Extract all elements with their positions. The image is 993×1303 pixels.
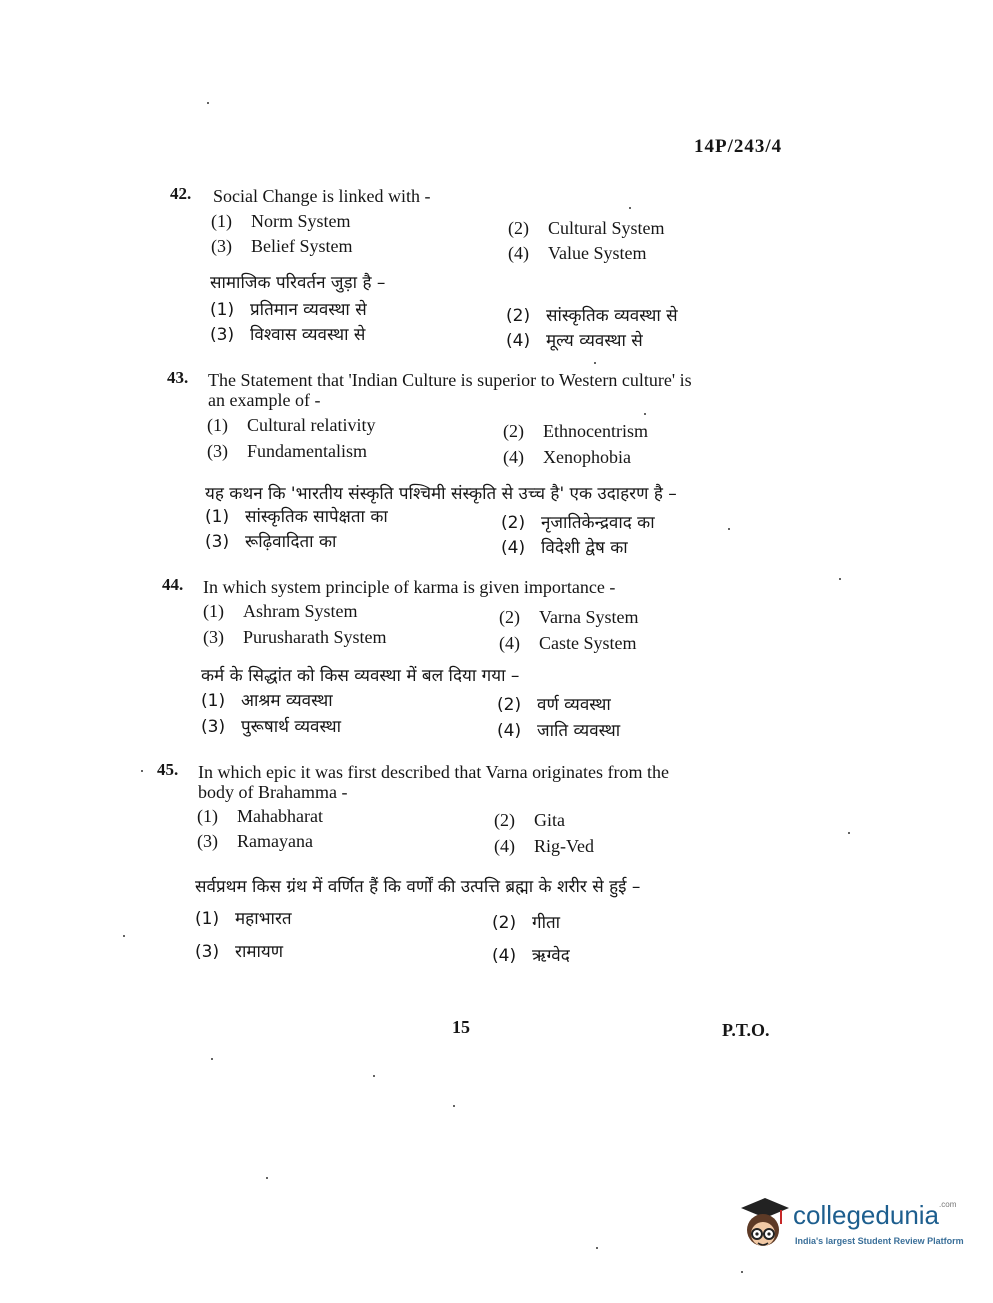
option-1-hi: (1) सांस्कृतिक सापेक्षता का: [205, 507, 388, 527]
mascot-icon: [735, 1196, 791, 1256]
option-4-en: (4) Caste System: [499, 633, 637, 653]
option-4-en: (4) Xenophobia: [503, 447, 631, 467]
option-2-hi: (2) सांस्कृतिक व्यवस्था से: [506, 306, 678, 326]
option-4-hi: (4) ऋग्वेद: [492, 946, 570, 966]
option-1-hi: (1) प्रतिमान व्यवस्था से: [210, 300, 367, 320]
option-2-hi: (2) नृजातिकेन्द्रवाद का: [501, 513, 655, 533]
option-2-hi: (2) वर्ण व्यवस्था: [497, 695, 611, 715]
option-4-hi: (4) जाति व्यवस्था: [497, 721, 621, 741]
question-text-hi: कर्म के सिद्धांत को किस व्यवस्था में बल दिया गया –: [201, 666, 520, 686]
pto-label: P.T.O.: [722, 1020, 770, 1040]
logo-tagline: India's largest Student Review Platform: [795, 1236, 964, 1246]
question-number: 42.: [170, 184, 192, 203]
option-1-hi: (1) आश्रम व्यवस्था: [201, 691, 333, 711]
question-text-hi: यह कथन कि 'भारतीय संस्कृति पश्चिमी संस्कृति से उच्च है' एक उदाहरण है –: [205, 484, 677, 504]
option-2-en: (2) Cultural System: [508, 218, 665, 238]
question-number: 45.: [157, 760, 179, 779]
option-4-hi: (4) मूल्य व्यवस्था से: [506, 331, 643, 351]
question-text-hi: सर्वप्रथम किस ग्रंथ में वर्णित हैं कि वर्णों की उत्पत्ति ब्रह्मा के शरीर से हुई –: [195, 877, 641, 897]
question-text-en-line1: In which epic it was first described that Varna originates from the: [198, 762, 670, 782]
option-1-hi: (1) महाभारत: [195, 909, 292, 929]
option-2-en: (2) Varna System: [499, 607, 639, 627]
collegedunia-logo[interactable]: [735, 1196, 965, 1258]
question-text-en-line2: body of Brahamma -: [198, 782, 348, 802]
paper-code: 14P/243/4: [694, 136, 783, 157]
option-2-en: (2) Gita: [494, 810, 565, 830]
option-4-en: (4) Rig-Ved: [494, 836, 594, 856]
logo-wordmark: collegedunia$^{.com}$: [793, 1200, 957, 1230]
page-number: 15: [452, 1017, 470, 1037]
option-1-en: (1) Ashram System: [203, 601, 358, 621]
option-1-en: (1) Mahabharat: [197, 806, 323, 826]
option-2-en: (2) Ethnocentrism: [503, 421, 648, 441]
option-3-en: (3) Ramayana: [197, 831, 313, 851]
option-1-en: (1) Norm System: [211, 211, 351, 231]
option-2-hi: (2) गीता: [492, 913, 561, 933]
option-3-hi: (3) पुरूषार्थ व्यवस्था: [201, 717, 342, 737]
question-text-en-line1: The Statement that 'Indian Culture is superior to Western culture' is: [208, 370, 692, 390]
option-3-hi: (3) विश्वास व्यवस्था से: [210, 325, 366, 345]
question-number: 44.: [162, 575, 184, 594]
question-text-hi: सामाजिक परिवर्तन जुड़ा है –: [210, 273, 386, 293]
option-3-en: (3) Fundamentalism: [207, 441, 367, 461]
option-3-hi: (3) रामायण: [195, 942, 284, 962]
question-text-en-line2: an example of -: [208, 390, 321, 410]
option-1-en: (1) Cultural relativity: [207, 415, 376, 435]
question-number: 43.: [167, 368, 189, 387]
option-3-hi: (3) रूढ़िवादिता का: [205, 532, 337, 552]
question-text-en: Social Change is linked with -: [213, 186, 431, 206]
question-text-en: In which system principle of karma is given importance -: [203, 577, 616, 597]
option-3-en: (3) Purusharath System: [203, 627, 387, 647]
option-4-en: (4) Value System: [508, 243, 647, 263]
option-4-hi: (4) विदेशी द्वेष का: [501, 538, 628, 558]
option-3-en: (3) Belief System: [211, 236, 353, 256]
